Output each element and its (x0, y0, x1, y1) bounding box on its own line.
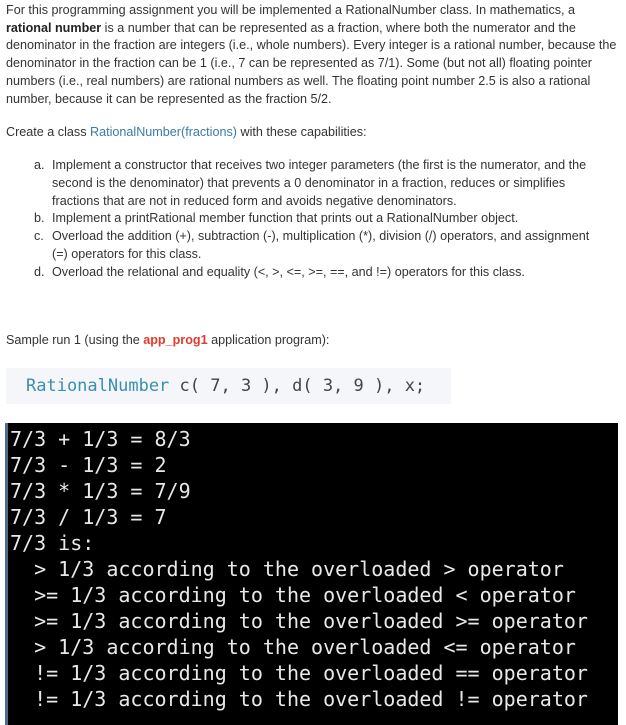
list-marker: c. (34, 229, 44, 244)
code-class: RationalNumber (26, 376, 170, 396)
list-item (0, 210, 600, 228)
sample-run-label (6, 333, 329, 347)
list-marker: b. (34, 211, 45, 226)
code-snippet (6, 368, 451, 404)
task-suffix: with these capabilities: (236, 125, 367, 139)
list-item (0, 264, 600, 282)
program-name: app_prog1 (143, 333, 208, 347)
list-item (0, 228, 600, 264)
list-item-text: Overload the relational and equality (<, >, <=, >=, ==, and !=) operators for this class. (52, 264, 525, 279)
code-rest: c( 7, 3 ), d( 3, 9 ), x; (169, 376, 426, 396)
terminal-output (5, 423, 618, 725)
intro-paragraph (6, 2, 624, 108)
requirements-list (0, 157, 600, 282)
terminal-line: != 1/3 according to the overloaded == operator (10, 661, 588, 685)
list-marker: a. (34, 158, 45, 172)
list-item-text: Overload the addition (+), subtraction (-), multiplication (*), division (/) operators, and assignment (=) operators for this class. (52, 229, 590, 261)
intro-text-1: For this programming assignment you will be implemented a RationalNumber class. In mathematics, a (6, 3, 576, 17)
intro-text-2: is a number that can be represented as a fraction, where both the numerator and the denominator in the fraction are integers (i.e., whole numbers). Every integer is a rational number, because the denominator in the fraction can be 1 (i.e., 7 can be represented as 7/1). Some (but not all) floating pointer numbers (i.e., real numbers) are rational numbers as well. The floating point number 2.5 is also a rational number, because it can be represented as the fraction 5/2. (6, 20, 617, 106)
sample-prefix: Sample run 1 (using the (6, 333, 144, 347)
terminal-line: 7/3 is: (10, 531, 95, 555)
list-marker: d. (34, 264, 45, 279)
terminal-line: > 1/3 according to the overloaded <= operator (10, 635, 576, 659)
terminal-line: 7/3 + 1/3 = 8/3 (10, 427, 191, 451)
list-item-text: Implement a constructor that receives two integer parameters (the first is the numerator, and the second is the denominator) that prevents a 0 denominator in a fraction, reduces or simplifies fractions that are not in reduced form and avoids negative denominators. (52, 158, 587, 208)
terminal-line: != 1/3 according to the overloaded != operator (10, 687, 588, 711)
terminal-line: > 1/3 according to the overloaded > operator (10, 557, 564, 581)
list-item-text: Implement a printRational member function that prints out a RationalNumber object. (52, 211, 519, 226)
sample-suffix: application program): (207, 333, 330, 347)
task-prefix: Create a class (6, 125, 90, 139)
task-heading (6, 125, 367, 139)
intro-bold-term: rational number (6, 20, 102, 35)
terminal-line: 7/3 - 1/3 = 2 (10, 453, 167, 477)
task-class-name: RationalNumber(fractions) (90, 125, 237, 139)
terminal-line: 7/3 * 1/3 = 7/9 (10, 479, 191, 503)
terminal-line: 7/3 / 1/3 = 7 (10, 505, 167, 529)
terminal-line: >= 1/3 according to the overloaded >= operator (10, 609, 588, 633)
list-item (0, 157, 600, 210)
terminal-line: >= 1/3 according to the overloaded < operator (10, 583, 576, 607)
